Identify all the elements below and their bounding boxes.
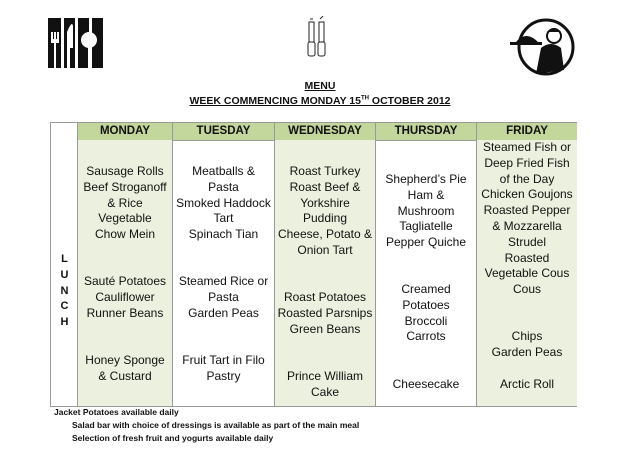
dessert: Arctic Roll — [499, 377, 554, 391]
main-dishes: Sausage Rolls Beef Stroganoff & Rice Vegetable Chow Mein — [83, 164, 167, 242]
dessert: Prince William Cake — [286, 369, 363, 399]
dessert: Honey Sponge & Custard — [85, 353, 165, 383]
main-dishes: Meatballs & Pasta Smoked Haddock Tart Spinach Tian — [176, 164, 271, 242]
cutlery-logo-icon — [48, 18, 103, 68]
main-dishes: Roast Turkey Roast Beef & Yorkshire Pudding Cheese, Potato & Onion Tart — [277, 164, 373, 257]
day-header: TUESDAY — [173, 123, 274, 141]
note-fruit-yogurts: Selection of fresh fruit and yogurts available daily — [72, 433, 274, 443]
subtitle-superscript: TH — [361, 95, 369, 102]
note-salad-bar: Salad bar with choice of dressings is available as part of the main meal — [72, 420, 360, 430]
subtitle-text-end: OCTOBER 2012 — [369, 95, 451, 107]
dessert: Fruit Tart in Filo Pastry — [182, 353, 265, 383]
waiter-logo-icon — [506, 18, 576, 76]
dessert: Cheesecake — [392, 377, 460, 391]
subtitle-text: WEEK COMMENCING MONDAY 15 — [189, 95, 361, 107]
note-jacket-potatoes: Jacket Potatoes available daily — [54, 407, 179, 417]
menu-title: MENU — [304, 80, 336, 92]
menu-table — [50, 122, 577, 407]
main-dishes: Steamed Fish or Deep Fried Fish of the Day Chicken Goujons Roasted Pepper & Mozzarella Strudel Roasted Vegetable Cous Cous — [481, 140, 573, 297]
main-dishes: Shepherd’s Pie Ham & Mushroom Tagliatelle Pepper Quiche — [385, 172, 467, 250]
column-monday — [77, 123, 172, 406]
column-thursday — [375, 123, 476, 406]
day-header: WEDNESDAY — [275, 123, 375, 141]
column-wednesday — [274, 123, 375, 406]
week-commencing-title — [0, 95, 640, 107]
column-tuesday — [172, 123, 274, 406]
day-header: FRIDAY — [477, 123, 577, 141]
side-dishes: Chips Garden Peas — [491, 329, 563, 359]
salt-pepper-icon — [306, 16, 328, 58]
side-dishes: Creamed Potatoes Broccoli Carrots — [401, 282, 451, 344]
day-header: MONDAY — [78, 123, 172, 141]
side-dishes: Roast Potatoes Roasted Parsnips Green Beans — [277, 290, 373, 336]
day-header: THURSDAY — [376, 123, 476, 141]
side-dishes: Sauté Potatoes Cauliflower Runner Beans — [83, 274, 167, 320]
row-label-lunch: L U N C H — [60, 253, 69, 329]
column-friday — [476, 123, 577, 406]
side-dishes: Steamed Rice or Pasta Garden Peas — [178, 274, 269, 320]
